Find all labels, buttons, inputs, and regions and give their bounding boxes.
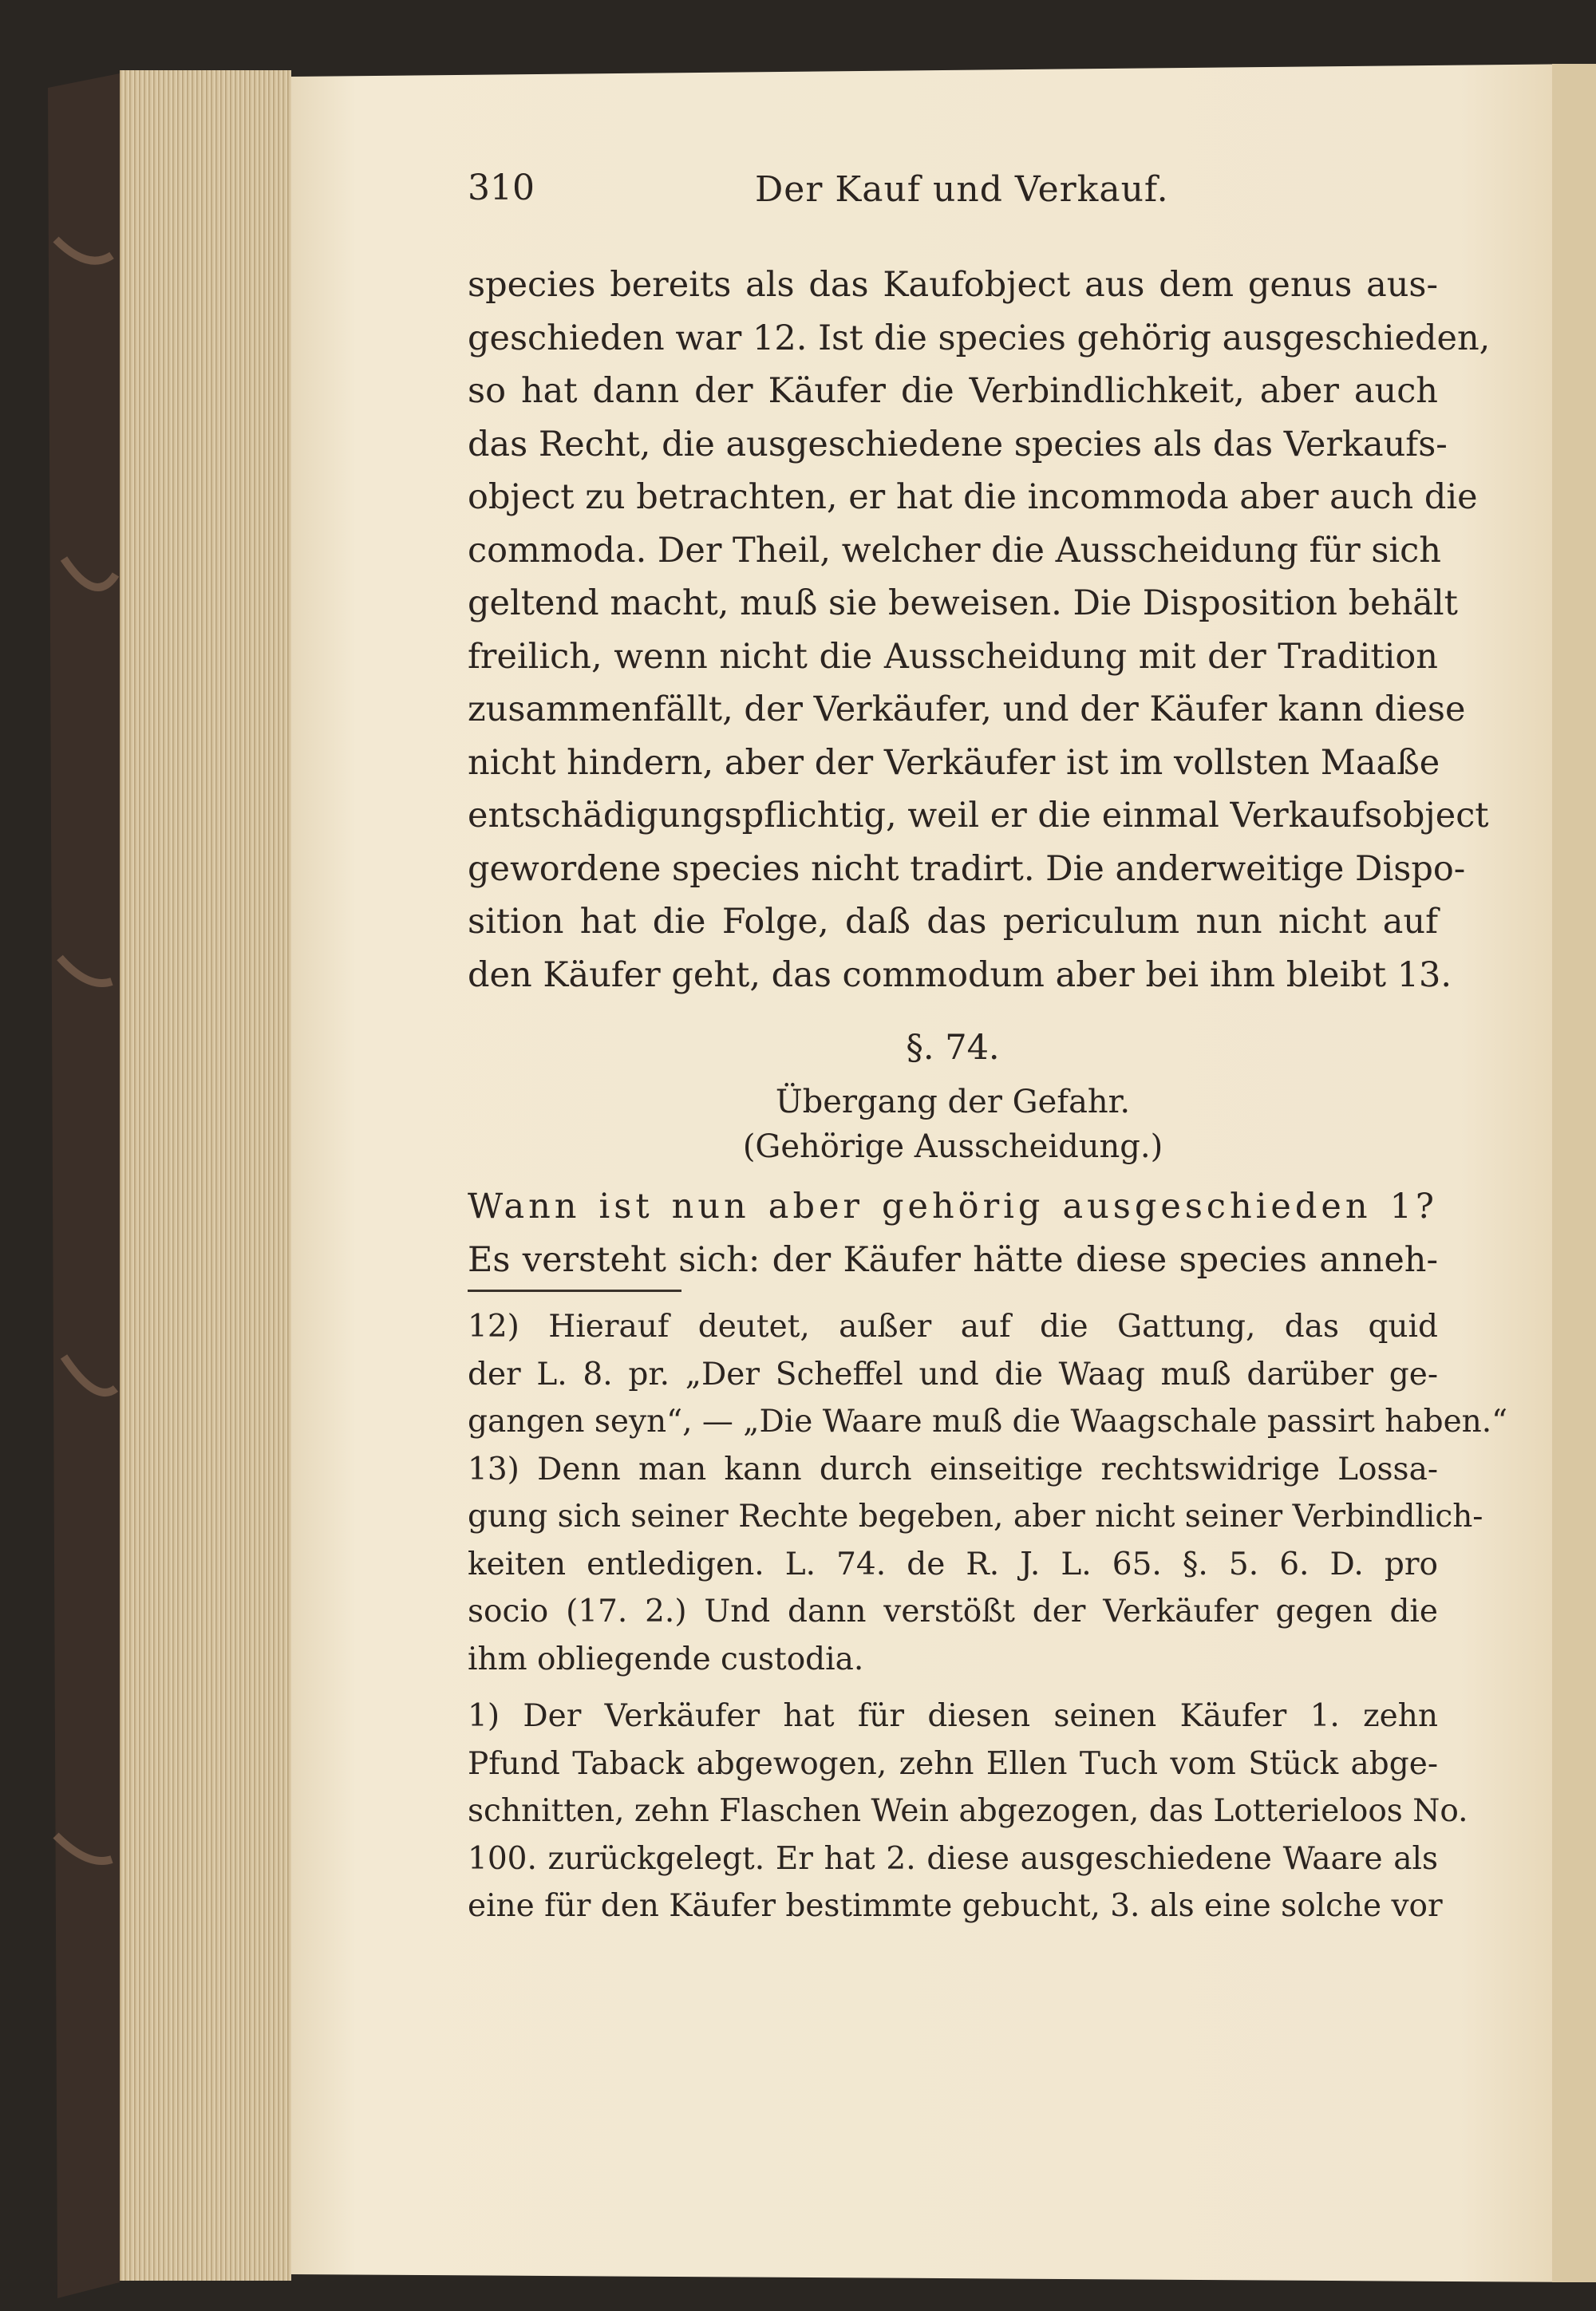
text-line: das Recht, die ausgeschiedene species als das Verkaufs- [468, 424, 1448, 464]
footnote-13 [468, 1446, 1483, 1684]
footnote-line: keiten entledigen. L. 74. de R. J. L. 65. §. 5. 6. D. pro [468, 1546, 1438, 1582]
footnote-line: gangen seyn“, — „Die Waare muß die Waagschale passirt haben.“ [468, 1404, 1508, 1440]
footnote-line: Pfund Taback abgewogen, zehn Ellen Tuch vom Stück abge- [468, 1745, 1438, 1782]
text-line: entschädigungspflichtig, weil er die einmal Verkaufsobject [468, 796, 1489, 836]
paragraph-2 [468, 1180, 1438, 1286]
text-line: species bereits als das Kaufobject aus dem genus aus- [468, 265, 1438, 305]
text-line: gewordene species nicht tradirt. Die anderweitige Dispo- [468, 848, 1466, 889]
footnote-line: der L. 8. pr. „Der Scheffel und die Waag muß darüber ge- [468, 1356, 1438, 1393]
footnote-line: 1) Der Verkäufer hat für diesen seinen Käufer 1. zehn [468, 1698, 1438, 1734]
footnote-line: ihm obliegende custodia. [468, 1641, 864, 1677]
text-line: commoda. Der Theil, welcher die Ausscheidung für sich [468, 530, 1441, 571]
text-line: Es versteht sich: der Käufer hätte diese species anneh- [468, 1239, 1438, 1280]
text-line: Wann ist nun aber gehörig ausgeschieden 1? [468, 1187, 1438, 1227]
page-edges [120, 70, 291, 2281]
section-subtitle: (Gehörige Ausscheidung.) [742, 1128, 1163, 1165]
page-number: 310 [468, 168, 535, 208]
section-number: §. 74. [906, 1028, 1000, 1068]
footnote-line: gung sich seiner Rechte begeben, aber nicht seiner Verbindlich- [468, 1499, 1483, 1535]
footnotes [468, 1303, 1508, 1930]
text-line: freilich, wenn nicht die Ausscheidung mit der Tradition [468, 636, 1438, 677]
footnote-line: eine für den Käufer bestimmte gebucht, 3. als eine solche vor [468, 1888, 1443, 1924]
running-title: Der Kauf und Verkauf. [755, 169, 1169, 210]
text-line: sition hat die Folge, daß das periculum nun nicht auf [468, 902, 1438, 942]
marbled-cover [48, 73, 120, 2298]
footnote-line: schnitten, zehn Flaschen Wein abgezogen, das Lotterieloos No. [468, 1793, 1468, 1829]
next-page-edge [1552, 64, 1596, 2282]
footnote-rule [468, 1290, 681, 1292]
body-text [468, 259, 1508, 1930]
text-line: nicht hindern, aber der Verkäufer ist im vollsten Maaße [468, 742, 1440, 783]
section-title: Übergang der Gefahr. [775, 1084, 1131, 1120]
text-line: den Käufer geht, das commodum aber bei ihm bleibt 13. [468, 954, 1452, 995]
footnote-line: 13) Denn man kann durch einseitige rechtswidrige Lossa- [468, 1451, 1438, 1487]
footnote-12 [468, 1303, 1508, 1446]
paragraph-1 [468, 259, 1491, 1001]
page-header [468, 160, 1438, 215]
text-line: zusammenfällt, der Verkäufer, und der Käufer kann diese [468, 689, 1466, 729]
text-line: object zu betrachten, er hat die incommoda aber auch die [468, 477, 1478, 517]
text-line: geschieden war 12. Ist die species gehörig ausgeschieden, [468, 318, 1491, 358]
footnote-line: 100. zurückgelegt. Er hat 2. diese ausgeschiedene Waare als [468, 1840, 1438, 1877]
footnote-line: socio (17. 2.) Und dann verstößt der Verkäufer gegen die [468, 1594, 1438, 1630]
footnote-line: 12) Hierauf deutet, außer auf die Gattung, das quid [468, 1309, 1438, 1345]
footnote-1 [468, 1693, 1468, 1930]
text-line: so hat dann der Käufer die Verbindlichkeit, aber auch [468, 371, 1438, 411]
text-line: geltend macht, muß sie beweisen. Die Disposition behält [468, 583, 1458, 623]
